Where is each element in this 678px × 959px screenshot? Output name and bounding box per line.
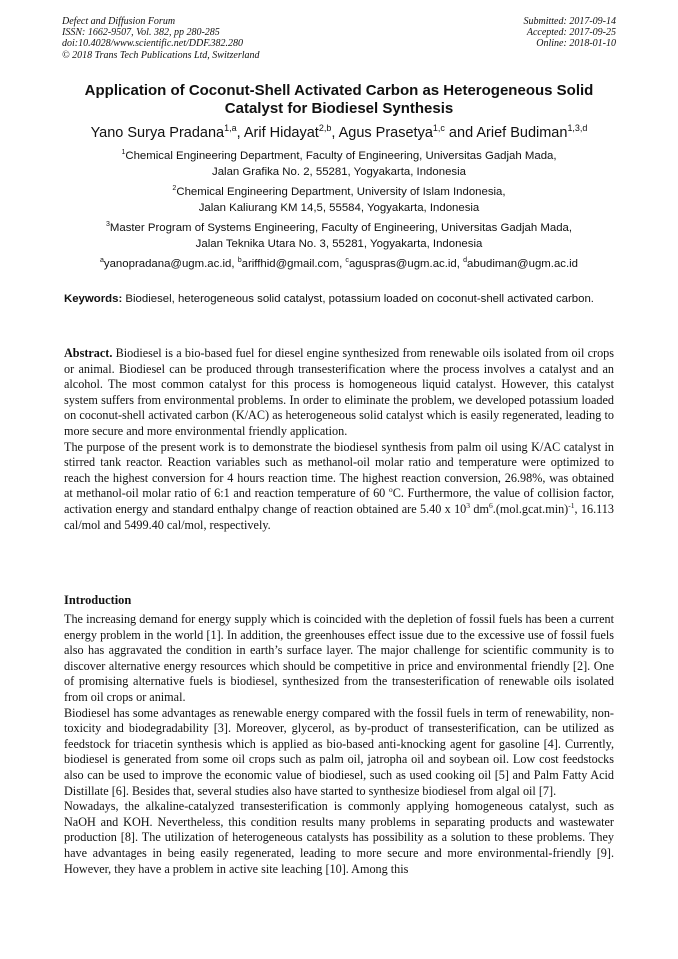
affiliation-number: 2 [172,185,177,193]
author-name: Agus Prasetya [338,125,433,141]
title-line-1: Application of Coconut-Shell Activated Carbon as Heterogeneous Solid [84,82,594,99]
affiliation-number: 1 [121,149,126,157]
email-mark: a [99,257,104,265]
paper-title [40,82,638,118]
abstract-text: The purpose of the present work is to demonstrate the biodiesel synthesis from palm oil using K/AC catalyst in stirred tank reactor. Reaction variables such as methanol-oil molar ratio and temperature were optimized to reach the highest conversion for 4 hours reaction time. The highest reaction conversion, 26.98%, was obtained at methanol-oil molar ratio of 6:1 and reaction temperature of 60 [64,439,614,501]
author-affiliation-mark: 1,3,d [567,123,588,134]
abstract-text: , 16.113 cal/mol and 5499.40 cal/mol, respectively. [64,501,614,532]
affiliation-address: Jalan Teknika Utara No. 3, 55281, Yogyakarta, Indonesia [195,237,483,250]
abstract-text: Biodiesel is a bio-based fuel for diesel engine synthesized from renewable oils isolated from oil crops or animal. Biodiesel can be produced through transesterification where the process involves a catalyst and an alcohol. The most common catalyst for this process is homogeneous liquid catalyst. However, this catalyst system suffers from environmental problems. In order to eliminate the problem, we developed potassium loaded on coconut-shell activated carbon (K/AC) as heterogeneous solid catalyst which is easily regenerated, leading to more secure and more environmental friendly application. [64,346,614,438]
affiliation-2 [40,185,638,216]
introduction-paragraph-1: The increasing demand for energy supply which is coincided with the depletion of fossil fuels has been a current energy problem in the world [1]. In addition, the greenhouses effect issue due to the excessive use of fossil fuels also has aggravated the condition in earth’s surface layer. The major challenge for scientific community is to discover alternative energy resources which should be competitive in price and environmental friendly [2]. One of promising alternative fuels is biodiesel, synthesized from the transesterification of renewable oils isolated from oil crops or animal. [64,612,614,704]
affiliation-address: Jalan Kaliurang KM 14,5, 55584, Yogyakarta, Indonesia [198,201,480,214]
abstract-text: .(mol.gcat.min) [492,501,569,516]
abstract-text: C. Furthermore, the value of collision factor, activation energy and standard enthalpy change of reaction obtained are 5.40 x 10 [64,486,615,516]
author-affiliation-mark: 2,b [318,123,332,134]
affiliation-number: 3 [105,221,110,229]
abstract-text: dm [470,501,489,516]
author-emails [40,257,638,272]
journal-header [62,16,616,66]
title-line-2: Catalyst for Biodiesel Synthesis [224,100,454,117]
affiliation-1 [40,149,638,180]
abstract-label: Abstract. [64,346,113,360]
accepted-date: Accepted: 2017-09-25 [526,27,616,39]
email-link[interactable]: ariffhid@gmail.com [241,258,340,270]
introduction-paragraph-3: Nowadays, the alkaline-catalyzed transesterification is commonly applying homogeneous catalyst, such as NaOH and KOH. Nevertheless, this condition results many problems in separating products and wastewater production [8]. The utilization of heterogeneous catalysts has possibility as a solution to these problems. They have advantages in being easily regenerated, leading to more secure and more environmental-friendly [9]. However, they have a problem in active site leaching [10]. Among this [64,799,614,876]
affiliation-line: Master Program of Systems Engineering, Faculty of Engineering, Universitas Gadjah Mada, [109,222,573,234]
submitted-date: Submitted: 2017-09-14 [523,16,616,27]
keywords [64,292,614,308]
email-mark: d [463,257,468,265]
author-name: Yano Surya Pradana [90,125,225,141]
email-mark: b [237,257,242,265]
journal-doi[interactable]: doi:10.4028/www.scientific.net/DDF.382.280 [62,38,244,50]
email-mark: c [345,257,349,265]
abstract [64,346,614,533]
author-name: Arif Hidayat [243,125,319,141]
author-affiliation-mark: 1,c [432,123,445,134]
email-separator: , [456,258,464,270]
affiliation-line: Chemical Engineering Department, Faculty of Engineering, Universitas Gadjah Mada, [125,150,557,162]
author-separator: , [331,125,339,141]
degree-mark: o [388,485,393,495]
author-name: Arief Budiman [476,125,568,141]
exponent: -1 [568,500,575,510]
exponent: 3 [466,500,471,510]
author-separator: , [236,125,244,141]
affiliation-address: Jalan Grafika No. 2, 55281, Yogyakarta, Indonesia [212,165,466,178]
journal-issn: ISSN: 1662-9507, Vol. 382, pp 280-285 [62,27,220,39]
affiliation-line: Chemical Engineering Department, University of Islam Indonesia, [176,186,506,198]
keywords-label: Keywords: [64,293,123,305]
email-separator: , [339,258,346,270]
author-list [30,124,648,142]
online-date: Online: 2018-01-10 [536,38,616,50]
author-affiliation-mark: 1,a [224,123,237,134]
affiliation-3 [40,221,638,252]
abstract-paragraph-2 [64,440,614,534]
introduction-body [64,612,614,877]
email-link[interactable]: abudiman@ugm.ac.id [467,258,579,270]
email-link[interactable]: aguspras@ugm.ac.id [348,258,457,270]
keywords-text: Biodiesel, heterogeneous solid catalyst, potassium loaded on coconut-shell activated carbon. [122,293,594,305]
journal-copyright: © 2018 Trans Tech Publications Ltd, Switzerland [62,49,260,61]
email-link[interactable]: yanopradana@ugm.ac.id [103,258,232,270]
abstract-paragraph-1 [64,346,614,440]
introduction-paragraph-2: Biodiesel has some advantages as renewable energy compared with the fossil fuels in term of renewability, non-toxicity and biodegradability [3]. Moreover, glycerol, as by-product of transesterification, can be utilized as feedstock for triacetin synthesis which is applied as bio-based anti-knocking agent for gasoline [4]. Currently, biodiesel is generated from some oil crops such as palm oil, jatropha oil and soybean oil. Low cost feedstocks also can be used to improve the economic value of biodiesel, such as used cooking oil [5] and Palm Fatty Acid Distillate [6]. Besides that, several studies also have started to synthesize biodiesel from algal oil [7]. [64,705,614,798]
publication-dates [524,16,617,50]
journal-name: Defect and Diffusion Forum [62,16,176,27]
introduction-heading: Introduction [64,593,132,607]
exponent: 6 [488,500,493,510]
email-separator: , [231,258,238,270]
author-separator: and [444,125,477,141]
journal-info [62,16,260,61]
